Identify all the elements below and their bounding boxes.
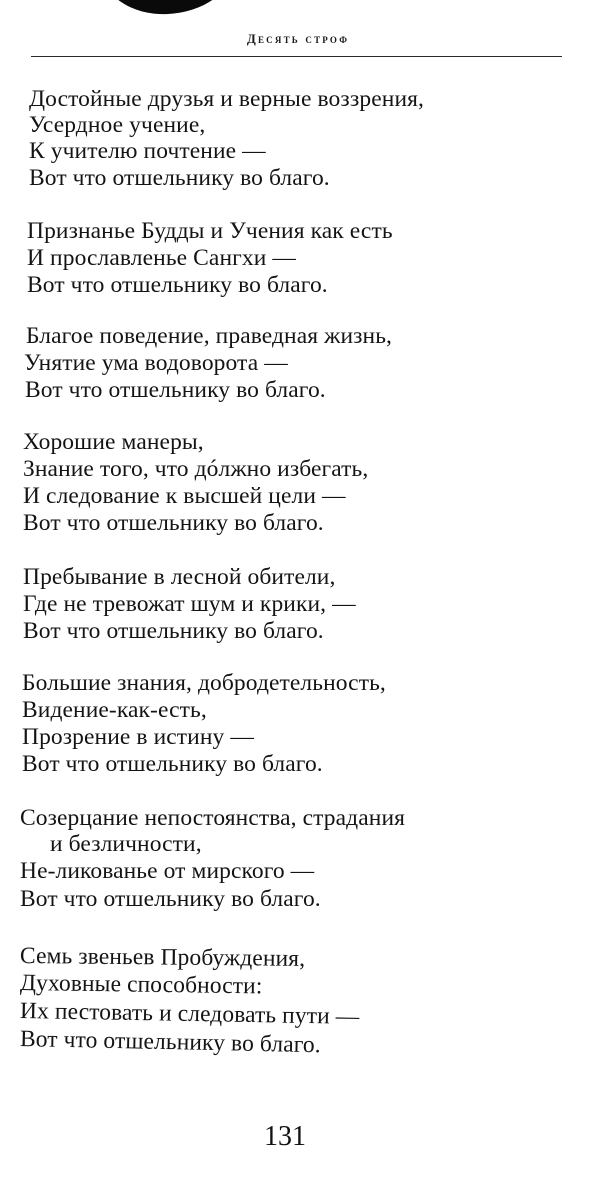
poem-line: К учителю почтение — [29,138,266,164]
poem-line: Знание того, что дóлжно избегать, [23,456,369,482]
poem-line: Вот что отшельнику во благо. [29,165,330,191]
poem-line: Вот что отшельнику во благо. [23,510,324,536]
poem-line: Где не тревожат шум и крики, — [23,591,356,617]
poem-line: Семь звеньев Пробуждения, [19,943,306,972]
poem-line: Не-ликованье от мирского — [20,858,315,884]
page-number-text: 131 [264,1121,306,1152]
poem-line: И прославленье Сангхи — [27,245,296,271]
poem-line: Достойные друзья и верные воззрения, [29,86,424,112]
page-edge-shadow [101,0,235,16]
poem-line: Пребывание в лесной обители, [23,564,336,590]
poem-line: Признанье Будды и Учения как есть [27,218,393,244]
poem-line: Прозрение в истину — [22,724,254,750]
poem-line: Унятие ума водоворота — [24,350,288,376]
poem-line: Видение-как-есть, [22,697,207,723]
running-header [0,31,600,47]
page-number [0,1120,600,1154]
poem-line: Вот что отшельнику во благо. [23,618,324,644]
poem-line: Вот что отшельнику во благо. [22,751,323,777]
poem-line: Их пестовать и следовать пути — [19,998,360,1030]
poem-line: Хорошие манеры, [23,429,204,455]
poem-line: И следование к высшей цели — [23,483,346,509]
running-title: Десять строф [246,31,350,46]
poem-line: Духовные способности: [19,970,263,1000]
poem-line-continuation: и безличности, [50,831,202,857]
poem-line: Вот что отшельнику во благо. [19,1026,321,1059]
poem-line: Созерцание непостоянства, страдания [20,805,406,831]
poem-line: Благое поведение, праведная жизнь, [26,323,393,349]
poem-line: Вот что отшельнику во благо. [25,377,326,403]
poem-line: Усердное учение, [29,112,206,138]
poem-line: Вот что отшельнику во благо. [20,886,321,912]
poem-line: Большие знания, добродетельность, [22,670,386,696]
header-rule [31,56,562,57]
poem-line: Вот что отшельнику во благо. [27,272,328,298]
